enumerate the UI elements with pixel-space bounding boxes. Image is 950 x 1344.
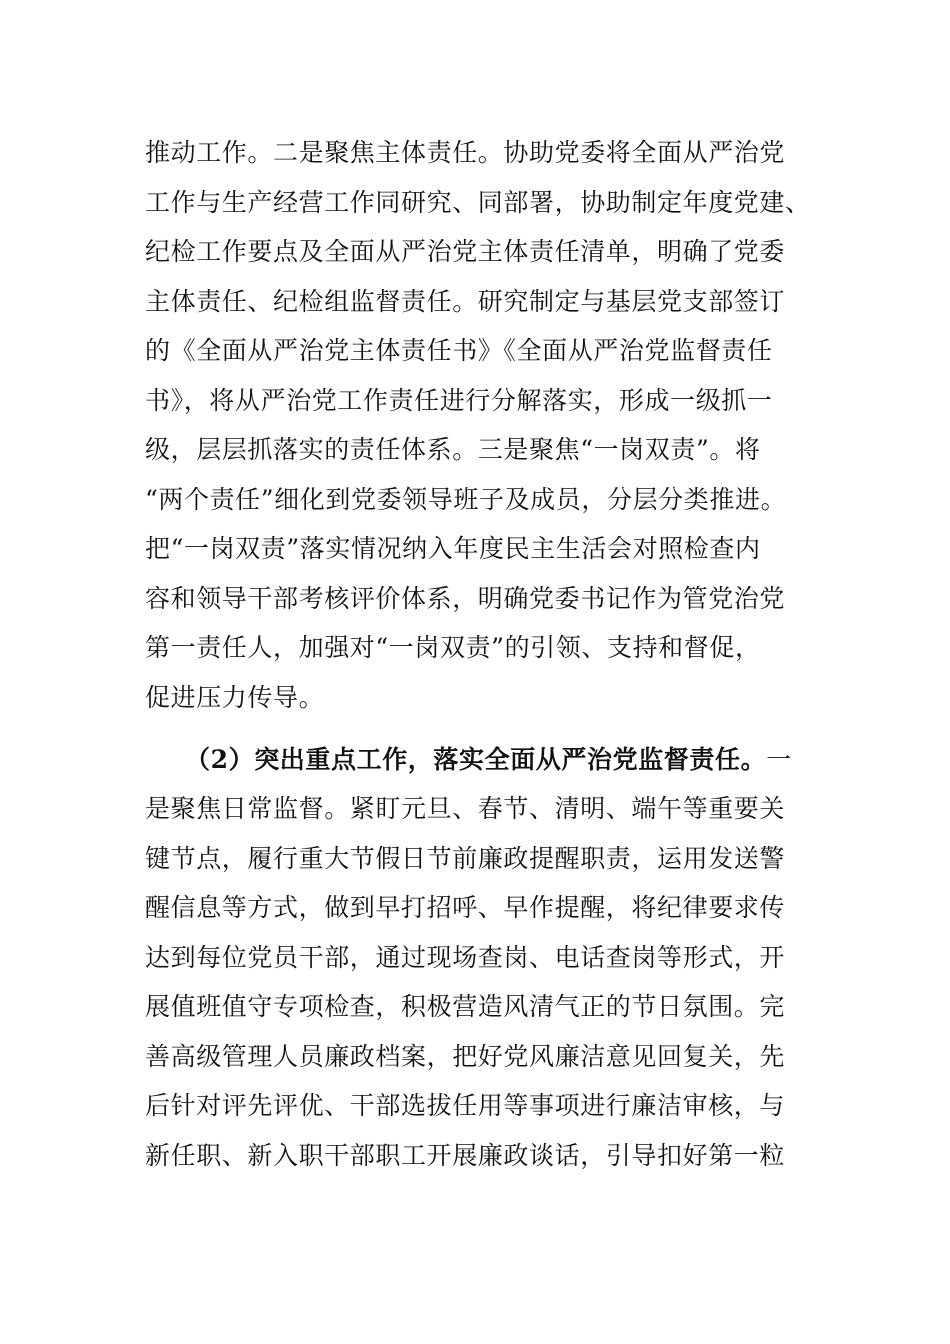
paragraph-1-line-6: 书》，将从严治党工作责任进行分解落实，形成一级抓一 [145, 386, 773, 415]
paragraph-1-line-2: 工作与生产经营工作同研究、同部署，协助制定年度党建、 [145, 188, 811, 217]
paragraph-2-line-7: 后针对评先评优、干部选拔任用等事项进行廉洁审核，与 [145, 1091, 786, 1120]
paragraph-2-line-2: 键节点，履行重大节假日节前廉政提醒职责，运用发送警 [145, 844, 786, 873]
paragraph-1-line-12: 促进压力传导。 [145, 683, 325, 712]
paragraph-1-line-8: “两个责任”细化到党委领导班子及成员，分层分类推进。 [145, 485, 787, 514]
paragraph-1-line-3: 纪检工作要点及全面从严治党主体责任清单，明确了党委 [145, 237, 786, 266]
paragraph-2-line-1: 是聚焦日常监督。紧盯元旦、春节、清明、端午等重要关 [145, 794, 786, 823]
paragraph-1-line-11: 第一责任人，加强对“一岗双责”的引领、支持和督促， [145, 633, 761, 662]
paragraph-2-line-5: 展值班值守专项检查，积极营造风清气正的节日氛围。完 [145, 992, 786, 1021]
paragraph-2-heading-line [185, 745, 865, 775]
paragraph-2-line-6: 善高级管理人员廉政档案，把好党风廉洁意见回复关，先 [145, 1042, 786, 1071]
section-heading-tail: 一 [766, 745, 792, 774]
paragraph-1-line-1: 推动工作。二是聚焦主体责任。协助党委将全面从严治党 [145, 138, 786, 167]
paragraph-1-line-10: 容和领导干部考核评价体系，明确党委书记作为管党治党 [145, 584, 786, 613]
paragraph-1-line-7: 级，层层抓落实的责任体系。三是聚焦“一岗双责”。将 [145, 435, 761, 464]
section-heading: （2）突出重点工作，落实全面从严治党监督责任。 [185, 745, 767, 774]
paragraph-2-line-8: 新任职、新入职干部职工开展廉政谈话，引导扣好第一粒 [145, 1141, 786, 1170]
paragraph-1-line-5: 的《全面从严治党主体责任书》《全面从严治党监督责任 [145, 336, 773, 365]
paragraph-1-line-4: 主体责任、纪检组监督责任。研究制定与基层党支部签订 [145, 287, 786, 316]
paragraph-2-line-3: 醒信息等方式，做到早打招呼、早作提醒，将纪律要求传 [145, 893, 786, 922]
paragraph-1-line-9: 把“一岗双责”落实情况纳入年度民主生活会对照检查内 [145, 534, 761, 563]
paragraph-2-line-4: 达到每位党员干部，通过现场查岗、电话查岗等形式，开 [145, 943, 786, 972]
